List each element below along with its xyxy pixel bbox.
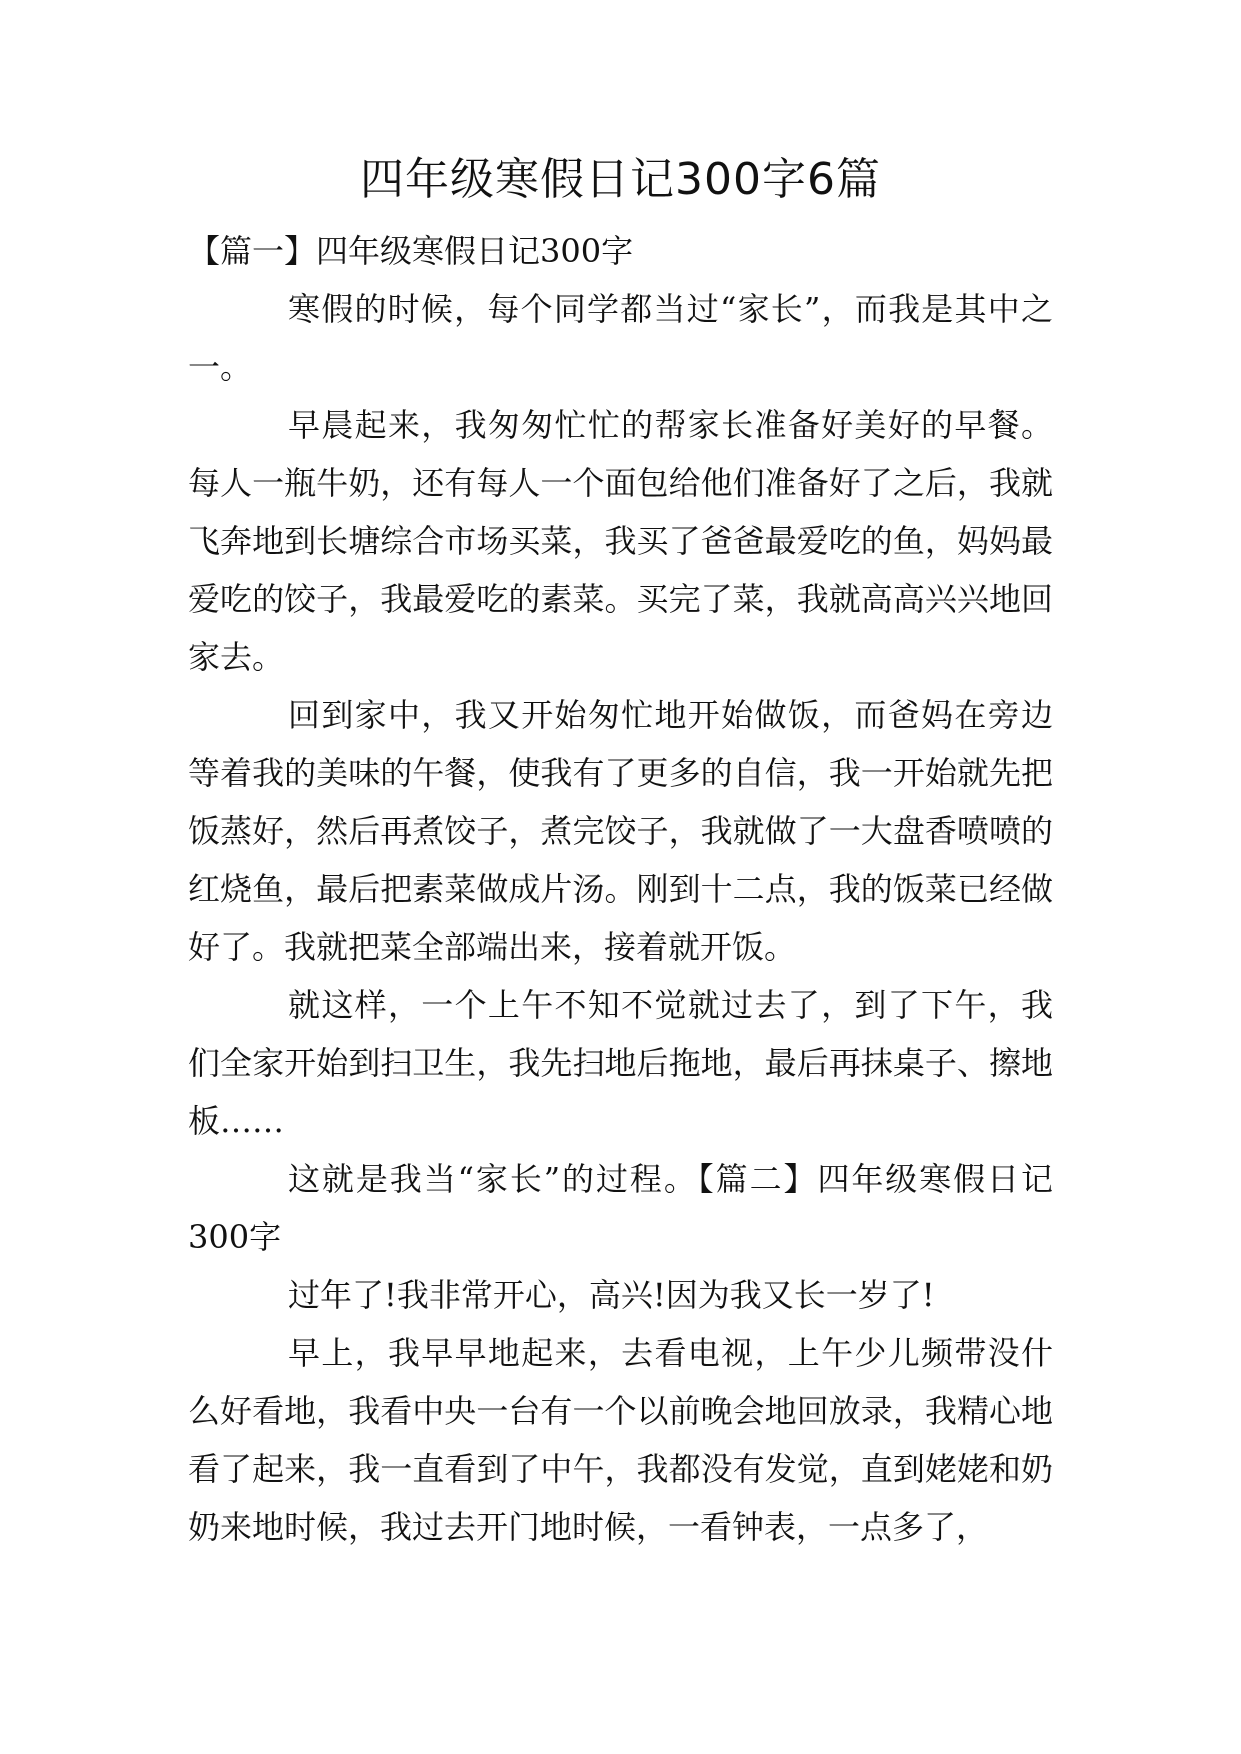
document-body (188, 222, 1053, 1556)
paragraph: 早晨起来，我匆匆忙忙的帮家长准备好美好的早餐。每人一瓶牛奶，还有每人一个面包给他们准备好了之后，我就飞奔地到长塘综合市场买菜，我买了爸爸最爱吃的鱼，妈妈最爱吃的饺子，我最爱吃的素菜。买完了菜，我就高高兴兴地回家去。 (188, 406, 1053, 676)
paragraph: 就这样，一个上午不知不觉就过去了，到了下午，我们全家开始到扫卫生，我先扫地后拖地，最后再抹桌子、擦地板…… (188, 986, 1053, 1140)
paragraph: 回到家中，我又开始匆忙地开始做饭，而爸妈在旁边等着我的美味的午餐，使我有了更多的自信，我一开始就先把饭蒸好，然后再煮饺子，煮完饺子，我就做了一大盘香喷喷的红烧鱼，最后把素菜做成片汤。刚到十二点，我的饭菜已经做好了。我就把菜全部端出来，接着就开饭。 (188, 696, 1053, 966)
paragraph: 这就是我当“家长”的过程。【篇二】四年级寒假日记300字 (188, 1160, 1053, 1256)
paragraph: 早上，我早早地起来，去看电视，上午少儿频带没什么好看地，我看中央一台有一个以前晚会地回放录，我精心地看了起来，我一直看到了中午，我都没有发觉，直到姥姥和奶奶来地时候，我过去开门地时候，一看钟表，一点多了， (188, 1334, 1053, 1546)
paragraph: 寒假的时候，每个同学都当过“家长”，而我是其中之一。 (188, 290, 1053, 386)
section-heading-1: 【篇一】四年级寒假日记300字 (188, 232, 634, 270)
paragraph: 过年了!我非常开心，高兴!因为我又长一岁了! (288, 1276, 935, 1314)
document-title: 四年级寒假日记300字6篇 (360, 154, 881, 205)
